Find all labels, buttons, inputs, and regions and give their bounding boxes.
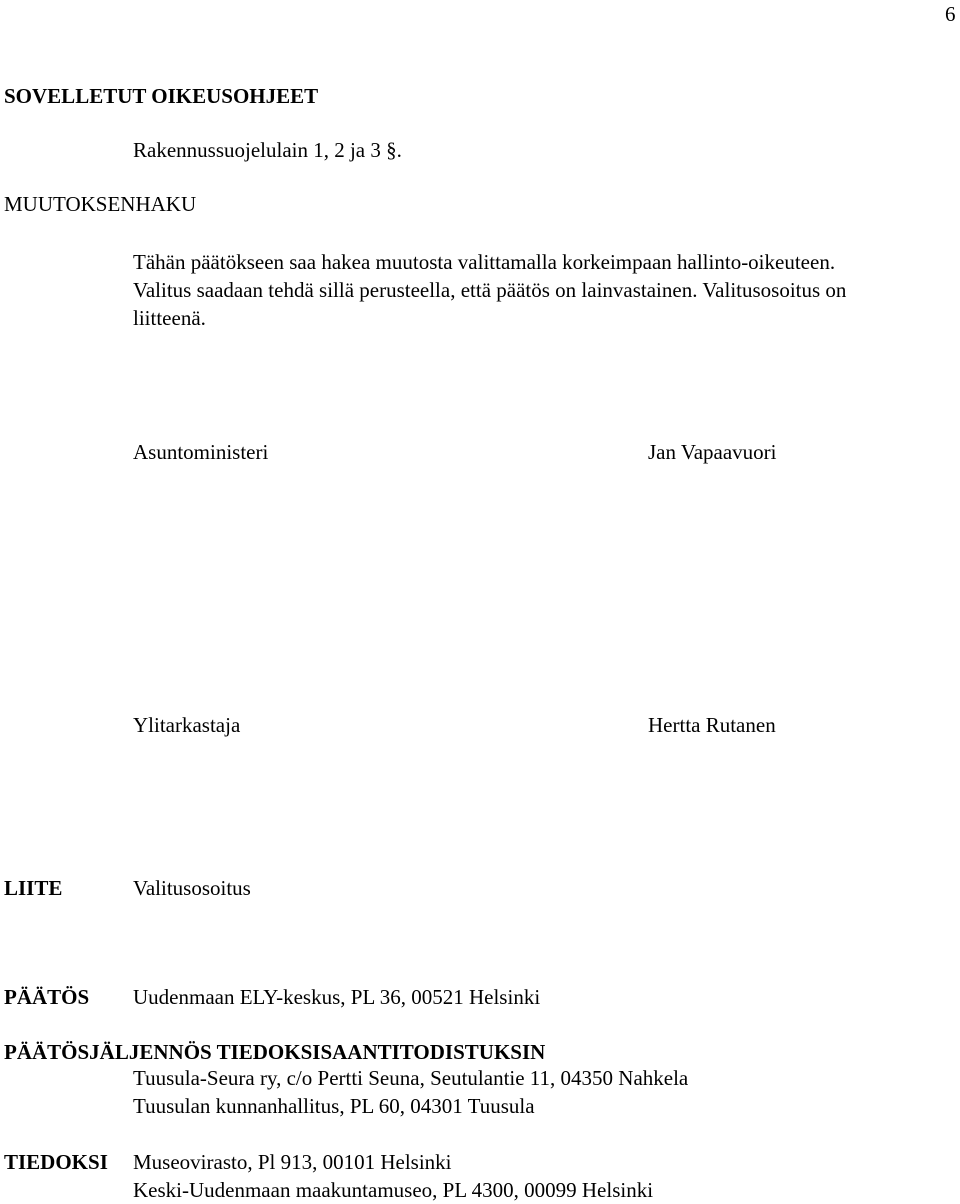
recipient-line: Museovirasto, Pl 913, 00101 Helsinki: [133, 1150, 452, 1174]
attachment-label: LIITE: [4, 876, 63, 900]
decision-value: Uudenmaan ELY-keskus, PL 36, 00521 Helsinki: [133, 985, 541, 1009]
recipient-line: Tuusulan kunnanhallitus, PL 60, 04301 Tuusula: [133, 1094, 535, 1118]
appeal-line: Tähän päätökseen saa hakea muutosta valittamalla korkeimpaan hallinto-oikeuteen.: [133, 250, 836, 274]
recipient-line: Keski-Uudenmaan maakuntamuseo, PL 4300, 00099 Helsinki: [133, 1178, 654, 1202]
signature-name-inspector: Hertta Rutanen: [648, 713, 776, 737]
notice-recipients: [133, 1148, 653, 1204]
signature-title-inspector: Ylitarkastaja: [133, 713, 241, 737]
applied-law-heading: SOVELLETUT OIKEUSOHJEET: [4, 84, 319, 108]
attachment-value: Valitusosoitus: [133, 876, 251, 900]
appeal-paragraph: [133, 248, 960, 332]
recipient-line: Tuusula-Seura ry, c/o Pertti Seuna, Seutulantie 11, 04350 Nahkela: [133, 1066, 689, 1090]
notice-label: TIEDOKSI: [4, 1150, 108, 1174]
decision-copy-label: PÄÄTÖSJÄLJENNÖS TIEDOKSISAANTITODISTUKSIN: [4, 1040, 546, 1064]
decision-copy-recipients: [133, 1064, 688, 1120]
appeal-heading: MUUTOKSENHAKU: [4, 192, 197, 216]
applied-law-text: Rakennussuojelulain 1, 2 ja 3 §.: [133, 138, 402, 162]
appeal-line: Valitus saadaan tehdä sillä perusteella, että päätös on lainvastainen. Valitusosoitus on: [133, 278, 847, 302]
page-number: 6: [945, 2, 956, 26]
decision-label: PÄÄTÖS: [4, 985, 90, 1009]
signature-title-minister: Asuntoministeri: [133, 440, 269, 464]
signature-name-minister: Jan Vapaavuori: [648, 440, 777, 464]
appeal-line: liitteenä.: [133, 306, 206, 330]
